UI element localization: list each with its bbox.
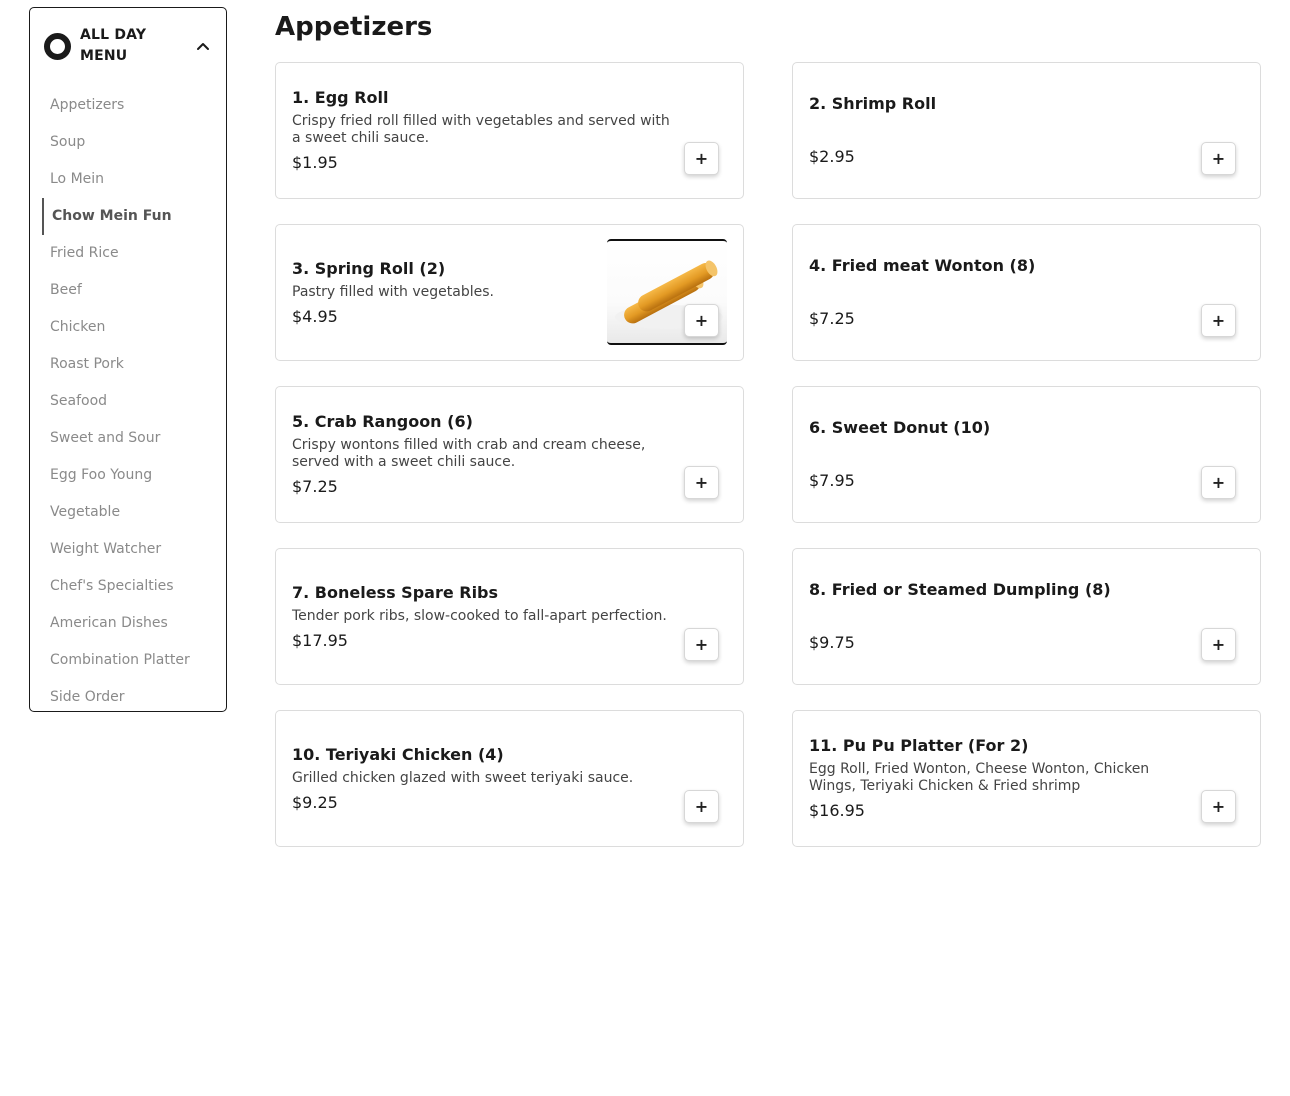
menu-item-info xyxy=(809,711,1194,846)
add-to-cart-button[interactable] xyxy=(1201,466,1236,499)
add-to-cart-button[interactable] xyxy=(684,142,719,175)
plus-icon: + xyxy=(694,473,709,492)
add-to-cart-button[interactable] xyxy=(1201,142,1236,175)
menu-item-price: $7.25 xyxy=(292,477,338,496)
menu-item-name: 7. Boneless Spare Ribs xyxy=(292,582,499,602)
sidebar-item-lo-mein[interactable]: Lo Mein xyxy=(50,171,105,187)
add-to-cart-button[interactable] xyxy=(1201,304,1236,337)
menu-item-name: 11. Pu Pu Platter (For 2) xyxy=(809,736,1029,755)
sidebar-item-appetizers[interactable]: Appetizers xyxy=(50,97,125,113)
menu-item-card[interactable] xyxy=(792,710,1261,847)
add-to-cart-button[interactable] xyxy=(1201,628,1236,661)
menu-item-card[interactable] xyxy=(275,224,744,361)
menu-item-name: 8. Fried or Steamed Dumpling (8) xyxy=(809,580,1111,599)
sidebar-item-weight-watcher[interactable]: Weight Watcher xyxy=(50,541,162,557)
menu-item-description: Tender pork ribs, slow-cooked to fall-apart perfection. xyxy=(292,607,667,624)
menu-item-price: $7.25 xyxy=(809,309,855,328)
menu-item-info xyxy=(809,387,1194,522)
menu-item-info xyxy=(809,225,1194,360)
add-to-cart-button[interactable] xyxy=(684,628,719,661)
menu-item-info xyxy=(809,63,1194,198)
sidebar-item-chef-s-specialties[interactable]: Chef's Specialties xyxy=(50,578,174,594)
sidebar-item-fried-rice[interactable]: Fried Rice xyxy=(50,245,119,261)
plus-icon: + xyxy=(1211,149,1226,168)
menu-item-price: $1.95 xyxy=(292,153,338,172)
menu-item-description: Egg Roll, Fried Wonton, Cheese Wonton, Chicken Wings, Teriyaki Chicken & Fried shrimp xyxy=(809,761,1150,794)
menu-item-price: $7.95 xyxy=(809,471,855,490)
sidebar-item-roast-pork[interactable]: Roast Pork xyxy=(50,356,124,372)
menu-item-price: $16.95 xyxy=(809,801,865,820)
sidebar-item-soup[interactable]: Soup xyxy=(50,134,86,150)
plus-icon: + xyxy=(694,311,709,330)
menu-item-name: 2. Shrimp Roll xyxy=(809,94,937,113)
menu-item-card[interactable] xyxy=(792,548,1261,685)
sidebar-item-chicken[interactable]: Chicken xyxy=(50,319,106,335)
sidebar-item-beef[interactable]: Beef xyxy=(50,282,82,298)
category-sidebar xyxy=(29,7,227,712)
plus-icon: + xyxy=(1211,473,1226,492)
sidebar-item-egg-foo-young[interactable]: Egg Foo Young xyxy=(50,467,153,483)
sidebar-item-side-order[interactable]: Side Order xyxy=(50,689,125,705)
menu-item-name: 4. Fried meat Wonton (8) xyxy=(809,256,1036,275)
category-nav xyxy=(30,87,228,716)
menu-item-description: Pastry filled with vegetables. xyxy=(292,283,494,300)
menu-item-price: $4.95 xyxy=(292,306,338,326)
menu-grid xyxy=(275,62,1261,847)
menu-item-info xyxy=(292,387,677,522)
sidebar-item-combination-platter[interactable]: Combination Platter xyxy=(50,652,190,668)
menu-item-name: 6. Sweet Donut (10) xyxy=(809,418,991,437)
menu-item-info xyxy=(292,711,677,846)
menu-item-info xyxy=(292,63,677,198)
menu-item-price: $17.95 xyxy=(292,630,348,650)
menu-title: ALL DAY MENU xyxy=(80,27,147,64)
ring-icon xyxy=(44,33,71,60)
menu-item-card[interactable] xyxy=(275,386,744,523)
menu-item-price: $9.75 xyxy=(809,633,855,652)
menu-item-name: 5. Crab Rangoon (6) xyxy=(292,412,473,431)
plus-icon: + xyxy=(694,149,709,168)
menu-item-card[interactable] xyxy=(792,224,1261,361)
plus-icon: + xyxy=(1211,797,1226,816)
add-to-cart-button[interactable] xyxy=(684,466,719,499)
menu-item-price: $9.25 xyxy=(292,792,338,812)
menu-item-card[interactable] xyxy=(275,548,744,685)
menu-item-card[interactable] xyxy=(275,62,744,199)
chevron-up-icon[interactable] xyxy=(196,39,210,53)
menu-item-name: 10. Teriyaki Chicken (4) xyxy=(292,744,504,764)
menu-item-info xyxy=(809,549,1194,684)
menu-item-name: 3. Spring Roll (2) xyxy=(292,258,446,278)
plus-icon: + xyxy=(1211,311,1226,330)
sidebar-item-vegetable[interactable]: Vegetable xyxy=(50,504,121,520)
menu-selector[interactable] xyxy=(44,24,214,68)
menu-item-description: Grilled chicken glazed with sweet teriyaki sauce. xyxy=(292,769,634,786)
menu-item-price: $2.95 xyxy=(809,147,855,166)
sidebar-item-american-dishes[interactable]: American Dishes xyxy=(50,615,168,631)
sidebar-item-chow-mein-fun[interactable]: Chow Mein Fun xyxy=(30,198,228,235)
add-to-cart-button[interactable] xyxy=(1201,790,1236,823)
menu-item-card[interactable] xyxy=(792,62,1261,199)
menu-item-description: Crispy fried roll filled with vegetables and served with a sweet chili sauce. xyxy=(292,113,670,146)
plus-icon: + xyxy=(694,797,709,816)
menu-item-name: 1. Egg Roll xyxy=(292,88,389,107)
sidebar-item-sweet-and-sour[interactable]: Sweet and Sour xyxy=(50,430,161,446)
menu-item-info xyxy=(292,549,677,684)
add-to-cart-button[interactable] xyxy=(684,790,719,823)
add-to-cart-button[interactable] xyxy=(684,304,719,337)
plus-icon: + xyxy=(694,635,709,654)
page-title: Appetizers xyxy=(275,12,433,42)
plus-icon: + xyxy=(1211,635,1226,654)
menu-item-card[interactable] xyxy=(792,386,1261,523)
menu-item-card[interactable] xyxy=(275,710,744,847)
menu-item-description: Crispy wontons filled with crab and cream cheese, served with a sweet chili sauce. xyxy=(292,437,646,470)
sidebar-item-seafood[interactable]: Seafood xyxy=(50,393,108,409)
